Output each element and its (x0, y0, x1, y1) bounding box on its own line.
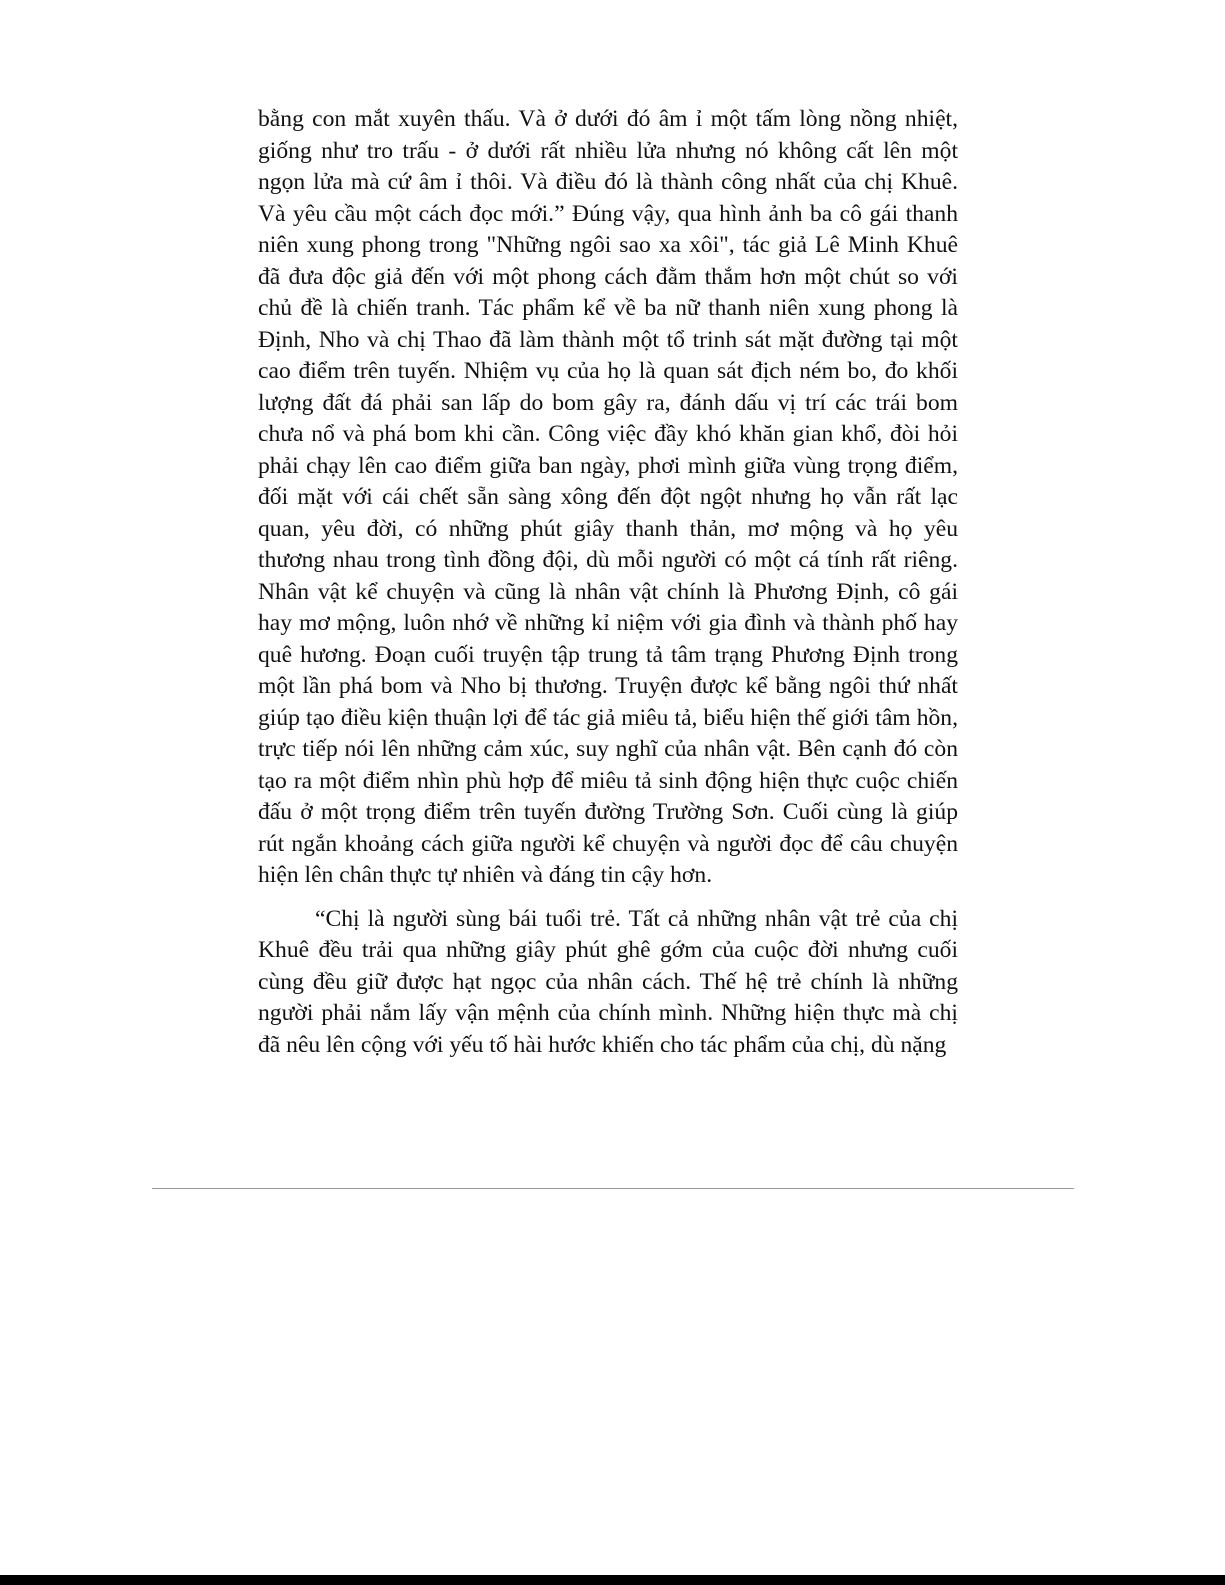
body-paragraph: bằng con mắt xuyên thấu. Và ở dưới đó âm ỉ một tấm lòng nồng nhiệt, giống như tro trấu - ở dưới rất nhiều lửa nhưng nó không cất lên một ngọn lửa mà cứ âm ỉ thôi. Và điều đó là thành công nhất của chị Khuê. Và yêu cầu một cách đọc mới.” Đúng vậy, qua hình ảnh ba cô gái thanh niên xung phong trong "Những ngôi sao xa xôi", tác giả Lê Minh Khuê đã đưa độc giả đến với một phong cách đằm thắm hơn một chút so với chủ đề là chiến tranh. Tác phẩm kể về ba nữ thanh niên xung phong là Định, Nho và chị Thao đã làm thành một tổ trinh sát mặt đường tại một cao điểm trên tuyến. Nhiệm vụ của họ là quan sát địch ném bo, đo khối lượng đất đá phải san lấp do bom gây ra, đánh dấu vị trí các trái bom chưa nổ và phá bom khi cần. Công việc đầy khó khăn gian khổ, đòi hỏi phải chạy lên cao điểm giữa ban ngày, phơi mình giữa vùng trọng điểm, đối mặt với cái chết sẵn sàng xông đến đột ngột nhưng họ vẫn rất lạc quan, yêu đời, có những phút giây thanh thản, mơ mộng và họ yêu thương nhau trong tình đồng đội, dù mỗi người có một cá tính rất riêng. Nhân vật kể chuyện và cũng là nhân vật chính là Phương Định, cô gái hay mơ mộng, luôn nhớ về những kỉ niệm với gia đình và thành phố hay quê hương. Đoạn cuối truyện tập trung tả tâm trạng Phương Định trong một lần phá bom và Nho bị thương. Truyện được kể bằng ngôi thứ nhất giúp tạo điều kiện thuận lợi để tác giả miêu tả, biểu hiện thế giới tâm hồn, trực tiếp nói lên những cảm xúc, suy nghĩ của nhân vật. Bên cạnh đó còn tạo ra một điểm nhìn phù hợp để miêu tả sinh động hiện thực cuộc chiến đấu ở một trọng điểm trên tuyến đường Trường Sơn. Cuối cùng là giúp rút ngắn khoảng cách giữa người kể chuyện và người đọc để câu chuyện hiện lên chân thực tự nhiên và đáng tin cậy hơn. (258, 106, 958, 888)
body-paragraph: “Chị là người sùng bái tuổi trẻ. Tất cả những nhân vật trẻ của chị Khuê đều trải qua những giây phút ghê gớm của cuộc đời nhưng cuối cùng đều giữ được hạt ngọc của nhân cách. Thế hệ trẻ chính là những người phải nắm lấy vận mệnh của chính mình. Những hiện thực mà chị đã nêu lên cộng với yếu tố hài hước khiến cho tác phẩm của chị, dù nặng (258, 905, 958, 1058)
page-bottom-divider (152, 1188, 1074, 1189)
document-body (258, 104, 958, 1061)
bottom-edge-bar (0, 1575, 1225, 1585)
